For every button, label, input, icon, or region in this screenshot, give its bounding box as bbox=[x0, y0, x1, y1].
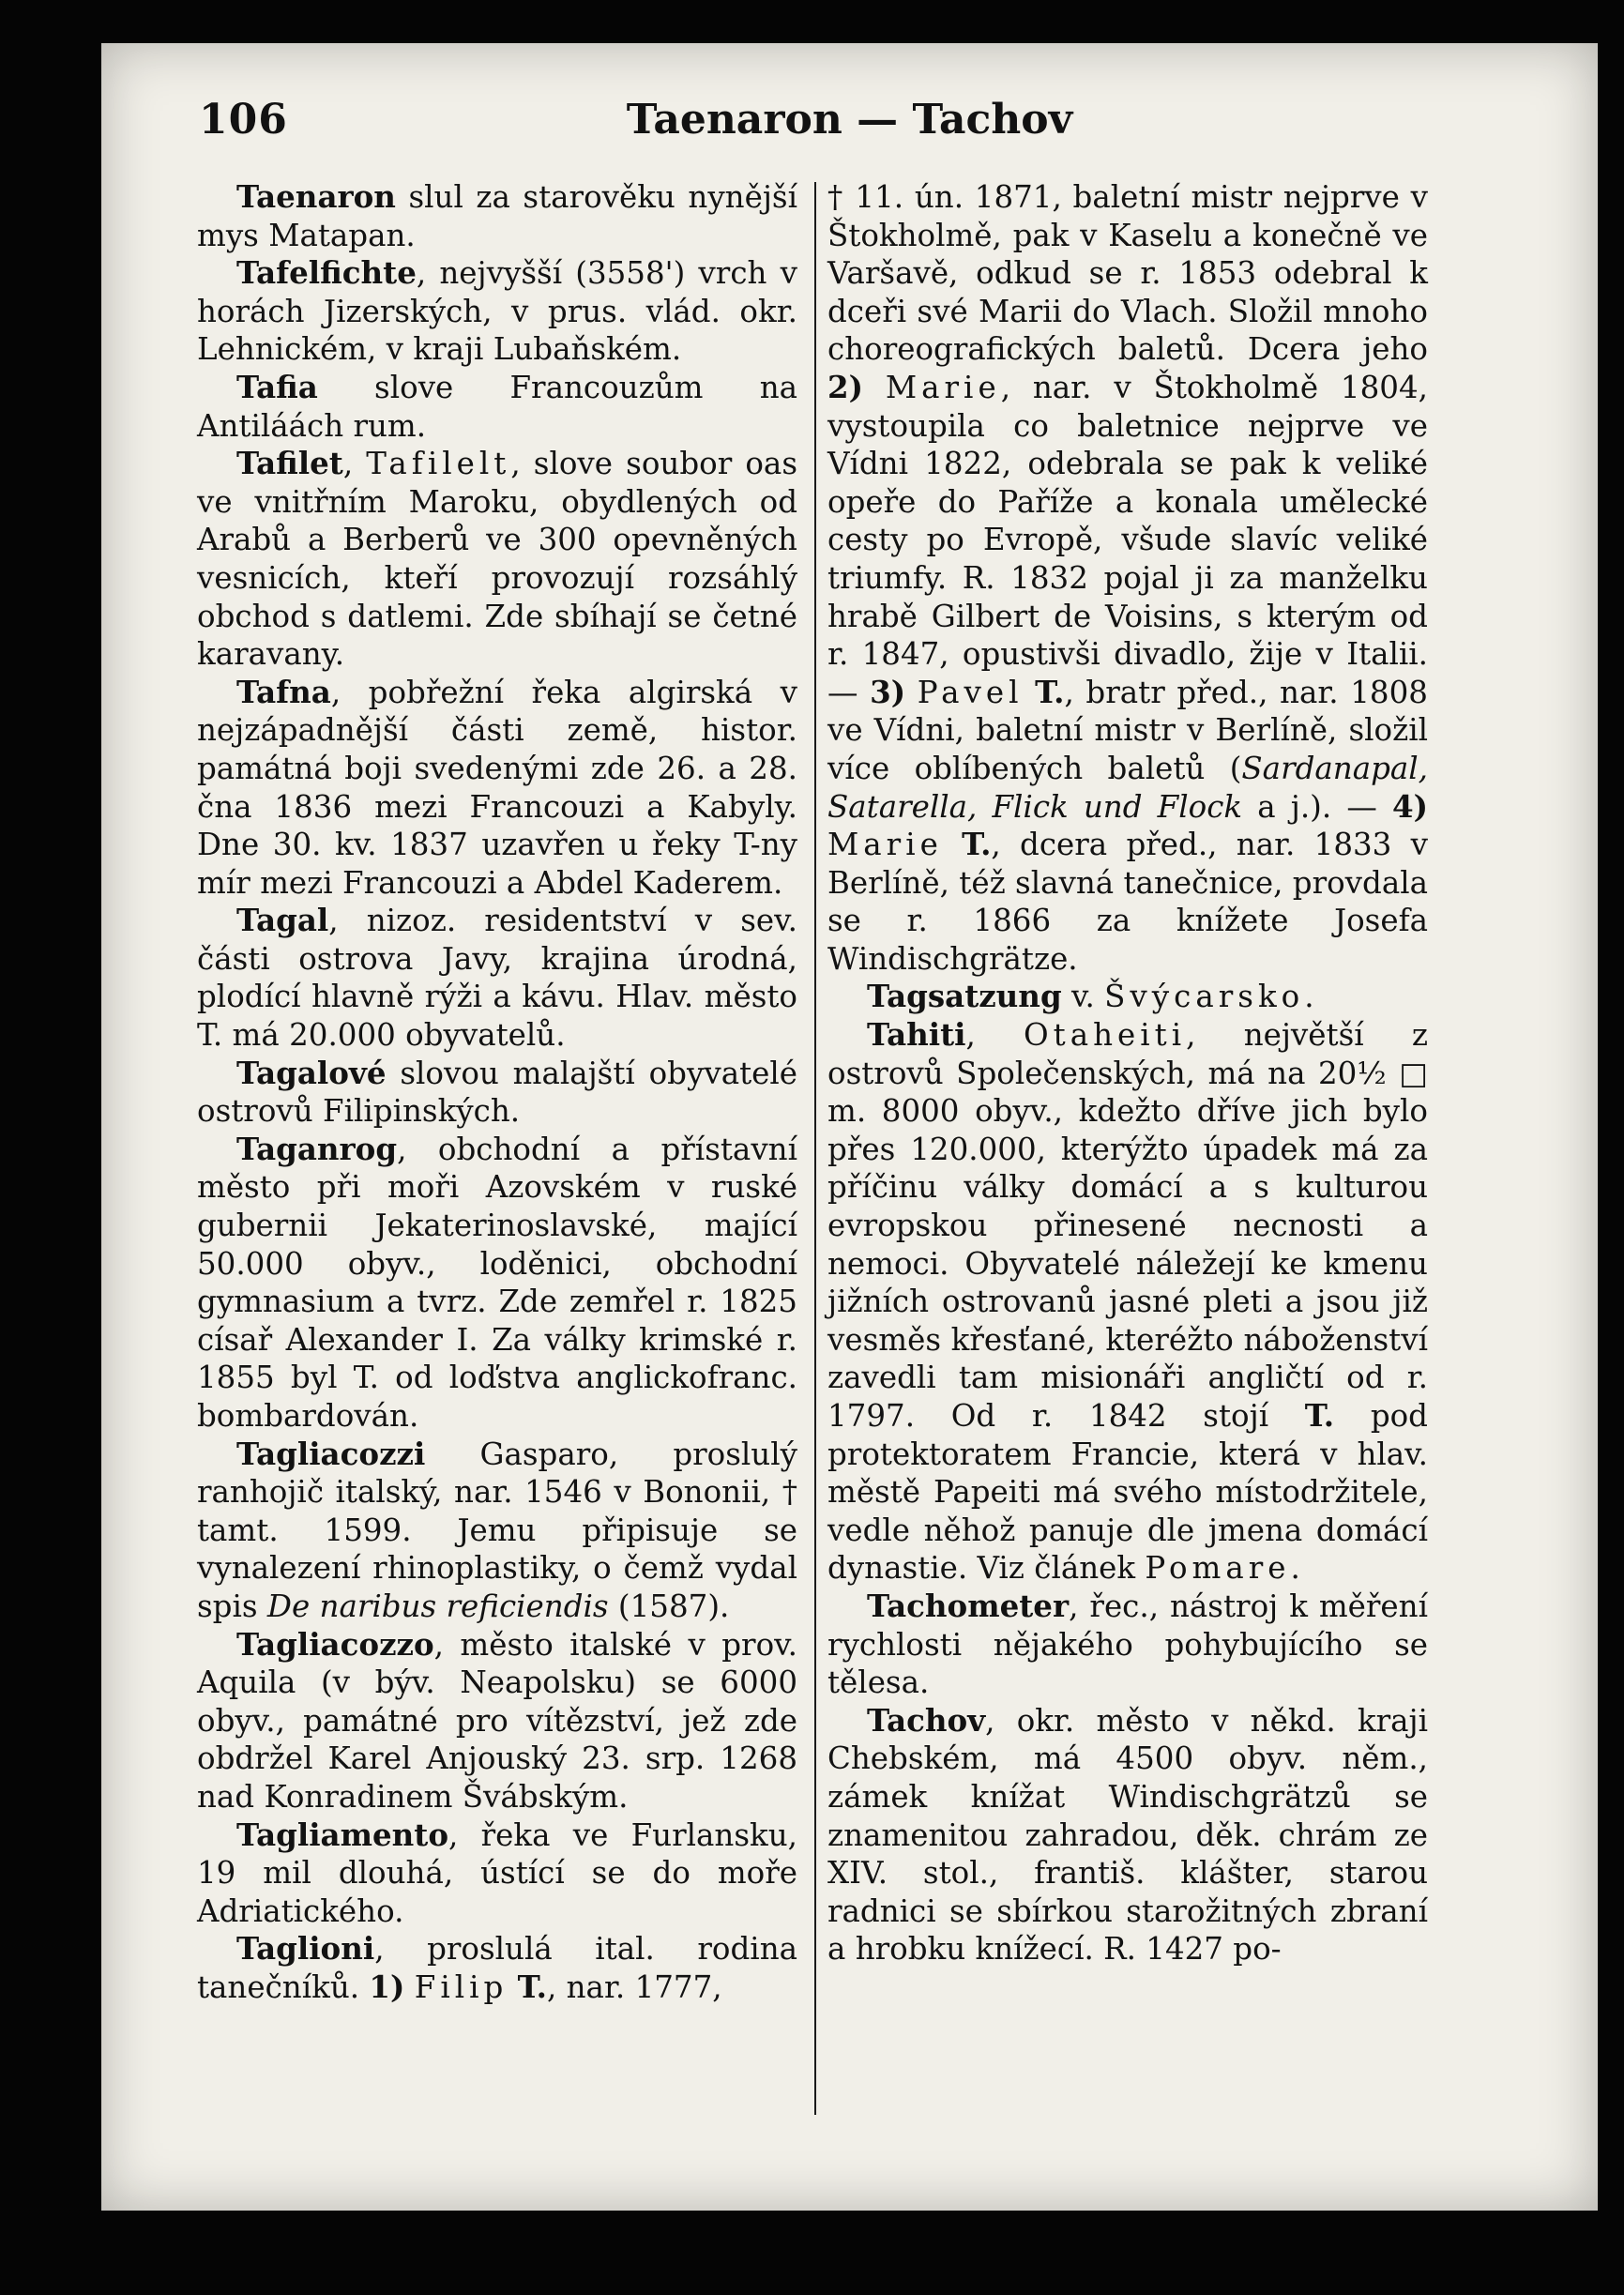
headword: Tagalové bbox=[236, 1054, 387, 1091]
spaced-name: Švýcarsko bbox=[1104, 979, 1305, 1015]
spaced-name: Marie bbox=[827, 827, 943, 863]
entry-text: † 11. ún. 1871, baletní mistr nejprve v Štokholmě, pak v Kaselu a konečně ve Varšavě, odkud se r. 1853 odebral k dceři své Marii do Vlach. Složil mnoho choreografických baletů. Dcera jeho bbox=[827, 179, 1428, 368]
work-titles: Sardanapal, Satarella, Flick und Flock bbox=[827, 750, 1428, 825]
entry-text: . bbox=[1304, 979, 1314, 1015]
running-title: Taenaron — Tachov bbox=[626, 96, 1073, 144]
spaced-name: Otaheiti bbox=[1024, 1017, 1187, 1054]
spaced-name: Marie bbox=[885, 369, 1001, 405]
entry-tafna bbox=[197, 674, 797, 903]
headword: Tahiti bbox=[867, 1016, 966, 1054]
headword: Tagal bbox=[236, 902, 329, 939]
entry-text: , největší z ostrovů Společenských, má na 20½ □ m. 8000 obyv., kdežto dříve jich bylo přes 120.000, kterýžto úpadek má za příčinu války domácí a s kulturou evropskou přinesené necnosti a nemoci. Obyvatelé náležejí ke kmenu jižních ostrovanů jasné pleti a jsou již vesměs křesťané, kteréžto náboženství zavedli tam misionáři angličtí od r. 1797. Od r. 1842 stojí bbox=[827, 1017, 1428, 1434]
entry-text: , okr. město v někd. kraji Chebském, má 4500 obyv. něm., zámek knížat Windischgrätzů se znamenitou zahradou, děk. chrám ze XIV. stol., františ. klášter, starou radnici se sbírkou starožitných zbraní a hrobku knížecí. R. 1427 po- bbox=[827, 1702, 1428, 1968]
entry-tagalove bbox=[197, 1055, 797, 1131]
entry-text: , dcera před., nar. 1833 v Berlíně, též slavná tanečnice, provdala se r. 1866 za knížete Josefa Windischgrätze. bbox=[827, 827, 1428, 977]
entry-tagliamento bbox=[197, 1816, 797, 1931]
headword: Tafna bbox=[236, 673, 331, 710]
left-column bbox=[197, 178, 797, 2007]
spaced-name: Pavel bbox=[917, 674, 1024, 710]
entry-taglioni-continued bbox=[827, 178, 1428, 978]
entry-text: , nejvyšší (3558') vrch v horách Jizerských, v prus. vlád. okr. Lehnickém, v kraji Lubaňském. bbox=[197, 255, 797, 368]
spaced-name: Filip bbox=[414, 1968, 508, 2005]
sub-number: 4) bbox=[1391, 787, 1428, 825]
entry-tagliacozzo bbox=[197, 1626, 797, 1816]
entry-text: , proslulá ital. rodina tanečníků. bbox=[197, 1931, 797, 2005]
entry-tagal bbox=[197, 902, 797, 1054]
headword: Tafia bbox=[236, 368, 318, 405]
headword: Tagliacozzo bbox=[236, 1625, 434, 1663]
entry-tachometer bbox=[827, 1588, 1428, 1702]
abbrev: T. bbox=[962, 826, 992, 863]
entry-text: , nizoz. residentství v sev. části ostrova Javy, krajina úrodná, plodící hlavně rýži a kávu. Hlav. město T. má 20.000 obyvatelů. bbox=[197, 903, 797, 1054]
page-number: 106 bbox=[199, 96, 288, 144]
entry-taenaron bbox=[197, 178, 797, 254]
page-header bbox=[101, 96, 1598, 161]
entry-text: v. bbox=[1061, 979, 1105, 1015]
entry-tagsatzung bbox=[827, 978, 1428, 1016]
entry-tagliacozzi bbox=[197, 1436, 797, 1626]
entry-text: , obchodní a přístavní město při moři Azovském v ruské gubernii Jekaterinoslavské, mající 50.000 obyv., loděnici, obchodní gymnasium a tvrz. Zde zemřel r. 1825 císař Alexander I. Za války krimské r. 1855 byl T. od loďstva anglickofranc. bombardován. bbox=[197, 1131, 797, 1434]
abbrev: T. bbox=[1304, 1397, 1335, 1434]
abbrev: T. bbox=[517, 1968, 547, 2005]
headword: Tachov bbox=[867, 1701, 986, 1739]
sub-number: 1) bbox=[369, 1968, 405, 2005]
entry-tahiti bbox=[827, 1016, 1428, 1588]
sub-number: 3) bbox=[870, 673, 906, 710]
abbrev: T. bbox=[1035, 673, 1065, 710]
entry-text: , nar. 1777, bbox=[546, 1968, 722, 2005]
entry-text: , slove soubor oas ve vnitřním Maroku, obydlených od Arabů a Berberů ve 300 opevněných vesnicích, kteří provozují rozsáhlý obchod s datlemi. Zde sbíhají se četné karavany. bbox=[197, 446, 797, 673]
entry-tachov bbox=[827, 1702, 1428, 1968]
right-column bbox=[827, 178, 1428, 1968]
entry-text: , bbox=[965, 1017, 1024, 1054]
entry-text: (1587). bbox=[608, 1588, 730, 1624]
headword: Tafelfichte bbox=[236, 254, 417, 292]
entry-tafilet bbox=[197, 445, 797, 674]
headword: Tagliamento bbox=[236, 1816, 448, 1853]
book-title: De naribus reficiendis bbox=[266, 1588, 609, 1624]
entry-text: a j.). — bbox=[1242, 788, 1392, 825]
entry-text bbox=[508, 1969, 517, 2005]
headword: Taenaron bbox=[236, 178, 396, 215]
entry-tafia bbox=[197, 369, 797, 445]
entry-taglioni bbox=[197, 1930, 797, 2006]
entry-text: , město italské v prov. Aquila (v býv. Neapolsku) se 6000 obyv., památné pro vítězství, jež zde obdržel Karel Anjouský 23. srp. 1268 nad Konradinem Švábským. bbox=[197, 1626, 797, 1815]
entry-text: , bbox=[342, 446, 367, 482]
headword: Tagsatzung bbox=[867, 978, 1062, 1015]
entry-text: . bbox=[1290, 1550, 1300, 1587]
entry-text: , řec., nástroj k měření rychlosti nějakého pohybujícího se tělesa. bbox=[827, 1588, 1428, 1701]
entry-text: pod protektoratem Francie, která v hlav. městě Papeiti má svého místodržitele, vedle něhož panuje dle jmena domácí dynastie. Viz článek bbox=[827, 1398, 1428, 1587]
headword: Taganrog bbox=[236, 1130, 398, 1167]
spaced-name: Tafilelt bbox=[366, 446, 511, 482]
entry-text: slovou malajští obyvatelé ostrovů Filipinských. bbox=[197, 1055, 797, 1130]
headword: Tagliacozzi bbox=[236, 1435, 426, 1472]
headword: Tafilet bbox=[236, 445, 343, 482]
column-divider bbox=[814, 182, 816, 2115]
entry-text: slul za starověku nynější mys Matapan. bbox=[197, 179, 797, 253]
entry-tafelfichte bbox=[197, 254, 797, 369]
entry-text: , bratr před., nar. 1808 ve Vídni, baletní mistr v Berlíně, složil více oblíbených baletů ( bbox=[827, 674, 1428, 786]
entry-text: , pobřežní řeka algirská v nejzápadnější části země, histor. památná boji svedenými zde 26. a 28. čna 1836 mezi Francouzi a Kabyly. Dne 30. kv. 1837 uzavřen u řeky T-ny mír mezi Francouzi a Abdel Kaderem. bbox=[197, 674, 797, 901]
sub-number: 2) bbox=[827, 368, 863, 405]
entry-text: , řeka ve Furlansku, 19 mil dlouhá, ústící se do moře Adriatického. bbox=[197, 1816, 797, 1929]
entry-text: Gasparo, proslulý ranhojič italský, nar. 1546 v Bononii, † tamt. 1599. Jemu připisuje se vynalezení rhinoplastiky, o čemž vydal spis bbox=[197, 1436, 797, 1624]
book-page bbox=[101, 43, 1598, 2211]
spaced-name: Pomare bbox=[1145, 1550, 1291, 1587]
entry-text: , nar. v Štokholmě 1804, vystoupila co baletnice nejprve ve Vídni 1822, odebrala se pak k veliké opeře do Paříže a konala umělecké cesty po Evropě, všude slavíc veliké triumfy. R. 1832 pojal ji za manželku hrabě Gilbert de Voisins, s kterým od r. 1847, opustivši divadlo, žije v Italii. — bbox=[827, 369, 1428, 710]
headword: Tachometer bbox=[867, 1587, 1070, 1624]
entry-text: slove Francouzům na Antiláách rum. bbox=[197, 369, 797, 444]
entry-taganrog bbox=[197, 1131, 797, 1436]
headword: Taglioni bbox=[236, 1930, 375, 1968]
